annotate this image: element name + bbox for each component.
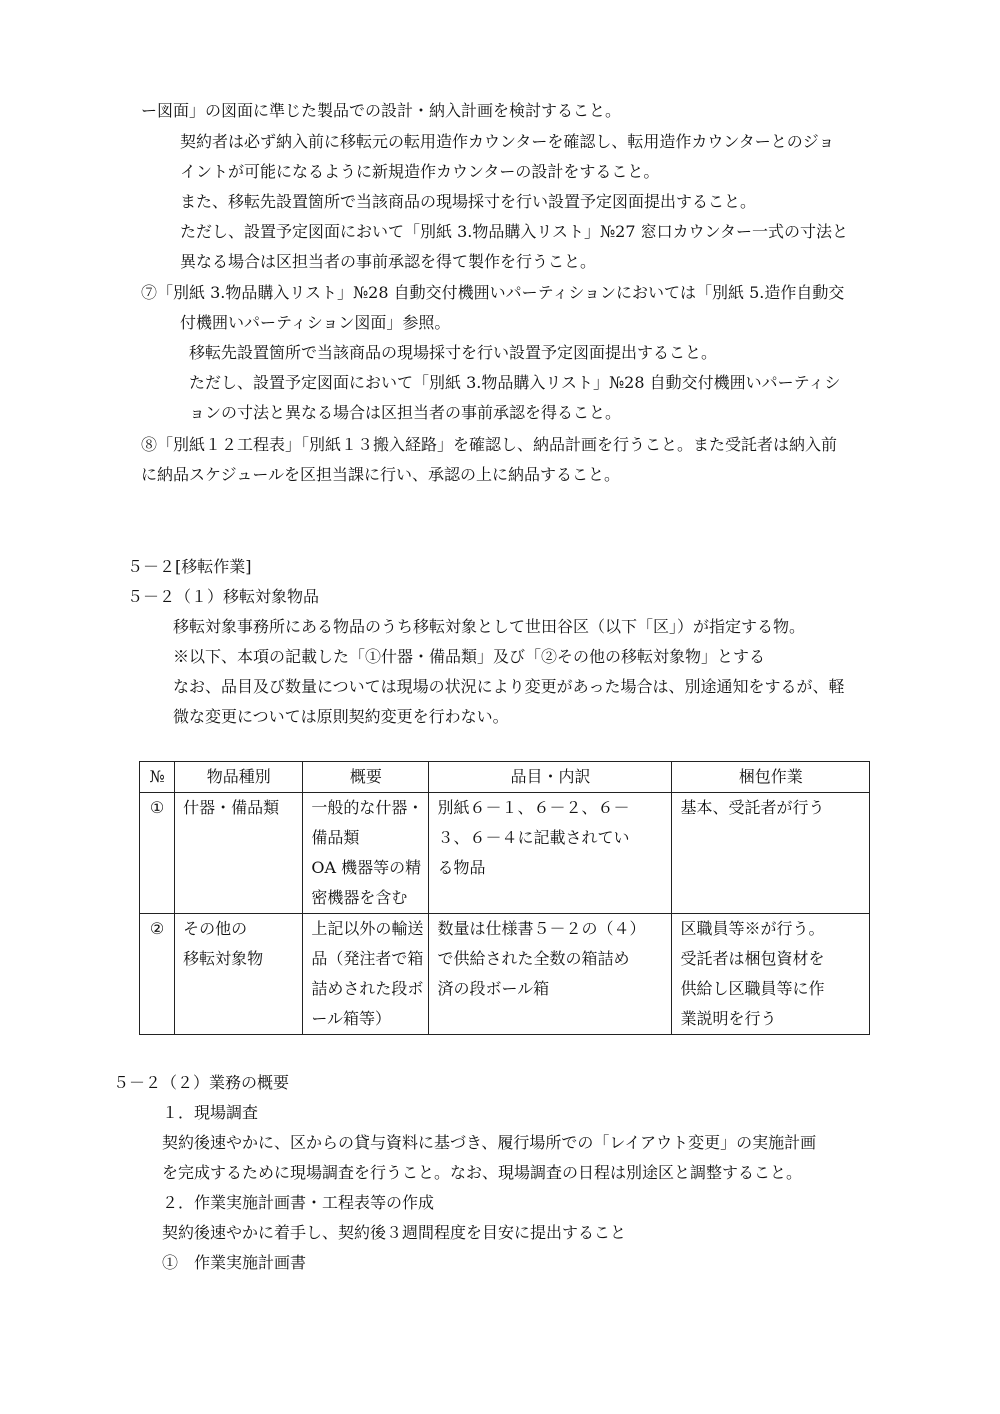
paragraph-line: 契約者は必ず納入前に移転元の転用造作カウンターを確認し、転用造作カウンターとのジョ bbox=[180, 132, 835, 151]
section-heading: ５－２[移転作業] bbox=[127, 557, 252, 576]
table-row bbox=[140, 914, 870, 1035]
paragraph-line: 異なる場合は区担当者の事前承認を得て製作を行うこと。 bbox=[180, 252, 597, 271]
cell-line: OA 機器等の精 bbox=[311, 858, 422, 877]
items-cell bbox=[429, 914, 672, 1035]
item-type-cell bbox=[175, 793, 303, 914]
cell-line: ール箱等） bbox=[311, 1009, 392, 1028]
row-number: ② bbox=[140, 914, 175, 1035]
item-8-line: ⑧「別紙１２工程表」「別紙１３搬入経路」を確認し、納品計画を行うこと。また受託者は納入前 bbox=[141, 435, 838, 454]
cell-line: 詰めされた段ボ bbox=[311, 979, 424, 998]
paragraph-line: ① 作業実施計画書 bbox=[162, 1253, 307, 1272]
paragraph-line: ー図面」の図面に準じた製品での設計・納入計画を検討すること。 bbox=[141, 101, 622, 120]
paragraph-line: 移転対象事務所にある物品のうち移転対象として世田谷区（以下「区」）が指定する物。 bbox=[173, 617, 806, 636]
paragraph-line: を完成するために現場調査を行うこと。なお、現場調査の日程は別途区と調整すること。 bbox=[162, 1163, 803, 1182]
paragraph-line: 移転先設置箇所で当該商品の現場採寸を行い設置予定図面提出すること。 bbox=[189, 343, 718, 362]
cell-line: 区職員等※が行う。 bbox=[680, 919, 825, 938]
cell-line: 品（発注者で箱 bbox=[311, 949, 424, 968]
cell-line: 移転対象物 bbox=[183, 949, 264, 968]
paragraph-line: ョンの寸法と異なる場合は区担当者の事前承認を得ること。 bbox=[189, 403, 622, 422]
paragraph-line: ※以下、本項の記載した「①什器・備品類」及び「②その他の移転対象物」とする bbox=[173, 647, 766, 666]
table-row bbox=[140, 793, 870, 914]
column-header-items: 品目・内訳 bbox=[429, 762, 672, 793]
cell-line: 数量は仕様書５－２の（４） bbox=[437, 919, 646, 938]
cell-line: 別紙６－１、６－２、６－ bbox=[437, 798, 630, 817]
paragraph-line: ただし、設置予定図面において「別紙 3.物品購入リスト」№28 自動交付機囲いパーティシ bbox=[189, 373, 841, 392]
cell-line: 済の段ボール箱 bbox=[437, 979, 550, 998]
packing-cell bbox=[672, 914, 870, 1035]
item-title: １．現場調査 bbox=[162, 1103, 259, 1122]
cell-line: 基本、受託者が行う bbox=[680, 798, 825, 817]
cell-line: 業説明を行う bbox=[680, 1009, 777, 1028]
cell-line: 受託者は梱包資材を bbox=[680, 949, 825, 968]
column-header-type: 物品種別 bbox=[175, 762, 303, 793]
subsection-heading: ５－２（２）業務の概要 bbox=[113, 1073, 290, 1092]
cell-line: その他の bbox=[183, 919, 248, 938]
paragraph-line: イントが可能になるように新規造作カウンターの設計をすること。 bbox=[180, 162, 660, 181]
paragraph-line: また、移転先設置箇所で当該商品の現場採寸を行い設置予定図面提出すること。 bbox=[180, 192, 757, 211]
column-header-summary: 概要 bbox=[303, 762, 429, 793]
cell-line: 備品類 bbox=[311, 828, 360, 847]
paragraph-line: 契約後速やかに着手し、契約後３週間程度を目安に提出すること bbox=[162, 1223, 627, 1242]
paragraph-line: 付機囲いパーティション図面」参照。 bbox=[180, 313, 451, 332]
paragraph-line: 微な変更については原則契約変更を行わない。 bbox=[173, 707, 509, 726]
cell-line: で供給された全数の箱詰め bbox=[437, 949, 630, 968]
cell-line: 密機器を含む bbox=[311, 888, 408, 907]
paragraph-line: ただし、設置予定図面において「別紙 3.物品購入リスト」№27 窓口カウンター一式の寸法と bbox=[180, 222, 848, 241]
paragraph-line: なお、品目及び数量については現場の状況により変更があった場合は、別途通知をするが、軽 bbox=[173, 677, 845, 696]
cell-line: 上記以外の輸送 bbox=[311, 919, 424, 938]
cell-line: 供給し区職員等に作 bbox=[680, 979, 825, 998]
items-cell bbox=[429, 793, 672, 914]
transfer-items-table bbox=[139, 761, 870, 1035]
subsection-heading: ５－２（１）移転対象物品 bbox=[127, 587, 320, 606]
summary-cell bbox=[303, 793, 429, 914]
column-header-packing: 梱包作業 bbox=[672, 762, 870, 793]
paragraph-line: に納品スケジュールを区担当課に行い、承認の上に納品すること。 bbox=[141, 465, 621, 484]
item-type-cell bbox=[175, 914, 303, 1035]
column-header-no: № bbox=[140, 762, 175, 793]
cell-line: 一般的な什器・ bbox=[311, 798, 424, 817]
table-header-row bbox=[140, 762, 870, 793]
item-title: ２．作業実施計画書・工程表等の作成 bbox=[162, 1193, 435, 1212]
cell-line: る物品 bbox=[437, 858, 486, 877]
cell-line: 什器・備品類 bbox=[183, 798, 280, 817]
summary-cell bbox=[303, 914, 429, 1035]
paragraph-line: 契約後速やかに、区からの貸与資料に基づき、履行場所での「レイアウト変更」の実施計画 bbox=[162, 1133, 817, 1152]
packing-cell bbox=[672, 793, 870, 914]
row-number: ① bbox=[140, 793, 175, 914]
cell-line: ３、６－４に記載されてい bbox=[437, 828, 630, 847]
item-7-line: ⑦「別紙 3.物品購入リスト」№28 自動交付機囲いパーティションにおいては「別紙 5.造作自動交 bbox=[141, 283, 845, 302]
